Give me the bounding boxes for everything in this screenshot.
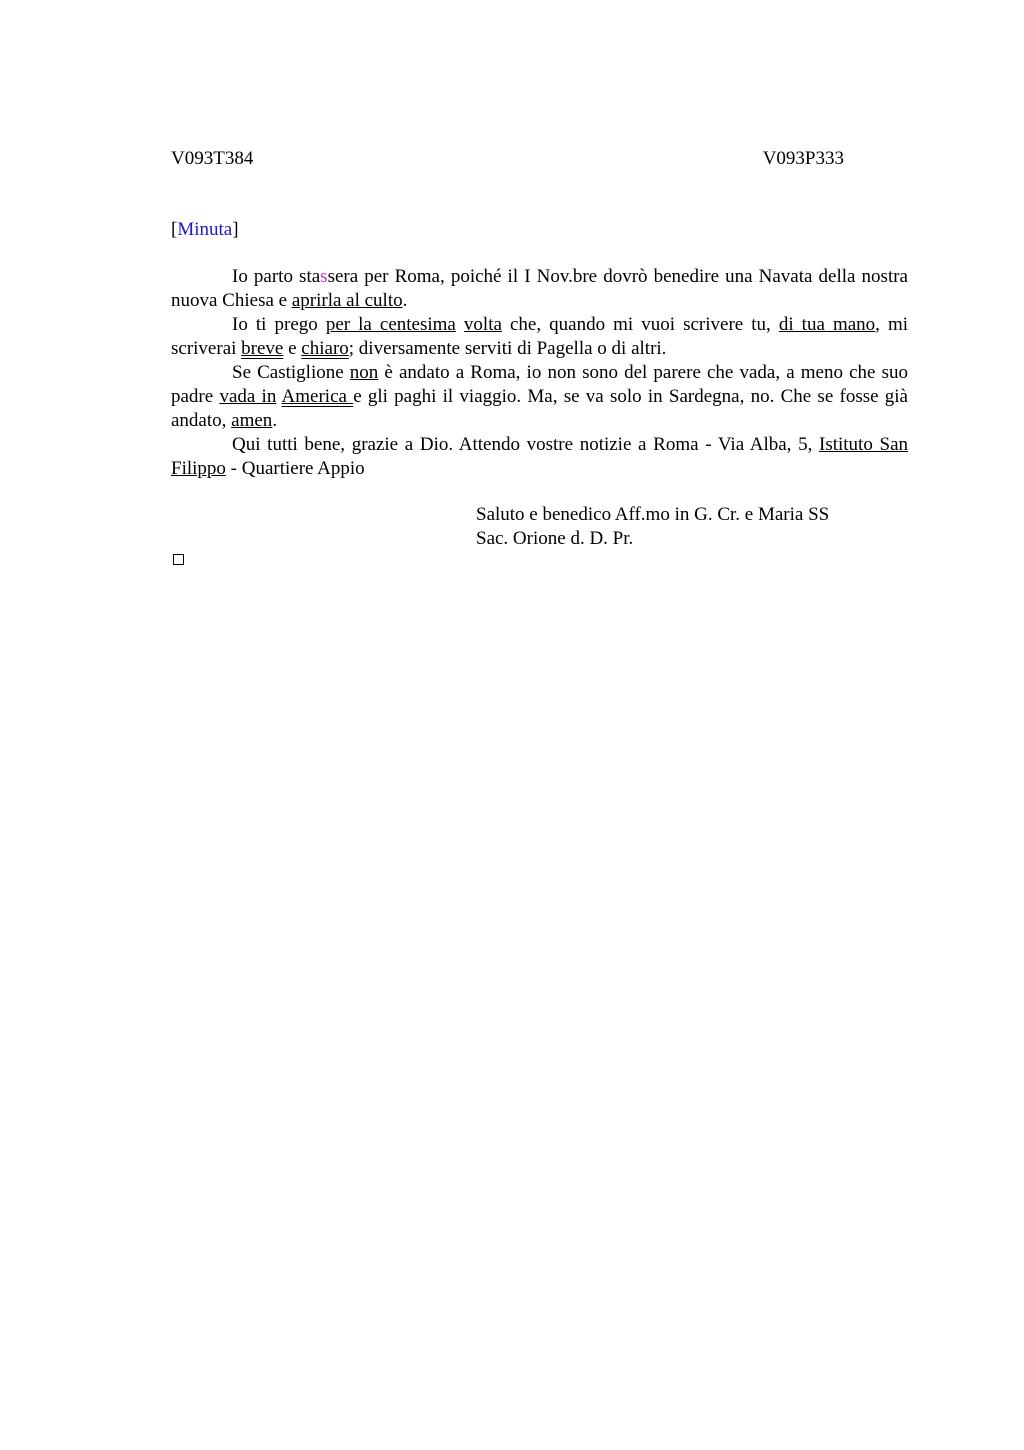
underlined-text: Istituto San Filippo — [171, 434, 908, 479]
text-run: - Quartiere Appio — [225, 458, 365, 479]
letter-closing — [476, 503, 829, 551]
underlined-text: per la centesima — [325, 314, 456, 335]
text-run: . — [272, 410, 278, 431]
underlined-text: volta — [463, 314, 502, 335]
double-underlined-text: chiaro — [301, 338, 349, 359]
underlined-text: non — [349, 362, 379, 383]
text-run: ; diversamente serviti di Pagella o di altri. — [348, 338, 667, 359]
underlined-text: amen — [231, 410, 273, 431]
paragraph-1 — [171, 265, 908, 313]
text-run: Se Castiglione — [232, 362, 350, 383]
paragraph-4 — [171, 433, 908, 481]
minuta-close-bracket: ] — [232, 219, 239, 240]
text-run: sera per Roma, poiché il I Nov.bre dovrò benedire una Navata della nostra nuova Chiesa e — [171, 266, 908, 311]
paragraph-3 — [171, 361, 908, 433]
highlighted-letter: s — [320, 266, 328, 287]
double-underlined-text: America — [281, 386, 354, 407]
document-code-left: V093T384 — [171, 148, 254, 169]
text-run: Qui tutti bene, grazie a Dio. Attendo vostre notizie a Roma - Via Alba, 5, — [232, 434, 819, 455]
text-run: e — [283, 338, 302, 359]
closing-signature: Sac. Orione d. D. Pr. — [476, 528, 634, 549]
text-run: , mi scriverai — [171, 314, 909, 359]
paragraph-2 — [171, 313, 908, 361]
text-run: Io parto sta — [232, 266, 321, 287]
minuta-text: Minuta — [177, 219, 233, 240]
document-header — [171, 147, 844, 171]
text-run: e gli paghi il viaggio. Ma, se va solo in Sardegna, no. Che se fosse già andato, — [171, 386, 908, 431]
minuta-open-bracket: [ — [171, 219, 178, 240]
text-run: è andato a Roma, io non sono del parere che vada, a meno che suo padre — [171, 362, 908, 407]
text-run — [456, 314, 464, 335]
end-marker-box — [173, 554, 184, 565]
text-run: che, quando mi vuoi scrivere tu, — [501, 314, 779, 335]
text-run: . — [402, 290, 408, 311]
text-run: Io ti prego — [232, 314, 326, 335]
letter-body — [171, 265, 908, 481]
underlined-text: vada in — [219, 386, 277, 407]
document-code-right: V093P333 — [762, 148, 844, 169]
closing-salutation: Saluto e benedico Aff.mo in G. Cr. e Maria SS — [476, 504, 830, 525]
underlined-text: di tua mano — [778, 314, 876, 335]
underlined-text: aprirla al culto — [291, 290, 403, 311]
double-underlined-text: breve — [241, 338, 284, 359]
minuta-label — [171, 218, 239, 242]
